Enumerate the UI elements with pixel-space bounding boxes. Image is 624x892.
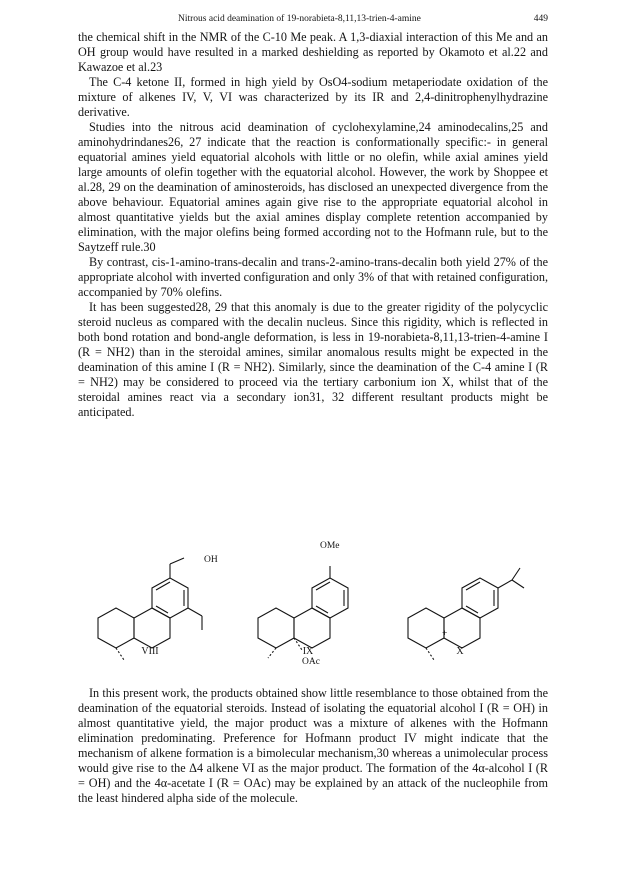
ring-c-aromatic [152,578,188,618]
structure-ix [258,566,348,658]
cation-label: + [442,629,448,639]
chemical-structures-figure [78,540,548,670]
paragraph-6: In this present work, the products obtained show little resemblance to those obtained from the deamination of the equatorial steroids. Instead of isolating the equatorial alcohol I (R = OH) in almost quantitative yield, the major product was a mixture of alkenes with the Hofmann elimination predominating. Preference for Hofmann product IV might indicate that the mechanism of alkene formation is a bimolecular mechanism,30 whereas a unimolecular process would give rise to the Δ4 alkene VI as the major product. The formation of the 4α-alcohol I (R = OH) and the 4α-acetate I (R = OAc) may be explained by an attack of the nucleophile from the least hindered alpha side of the molecule. [78,686,548,805]
page-number: 449 [533,14,548,24]
paragraph-5: It has been suggested28, 29 that this anomaly is due to the greater rigidity of the polycyclic steroid nucleus as compared with the decalin nucleus. Since this rigidity, which is reflected in both bond rotation and bond-angle deformation, is less in 19-norabieta-8,11,13-trien-4-amine I (R = NH2) than in the steroidal amines, similar anomalous results might be expected in the deamination of this amine I (R = NH2). Similarly, since the deamination of the C-4 amine I (R = NH2) may be considered to proceed via the tertiary carbonium ion X, whilst that of the steroidal amines react via a secondary ion31, 32 different resultant products might be anticipated. [78,300,548,419]
paragraph-4: By contrast, cis-1-amino-trans-decalin and trans-2-amino-trans-decalin both yield 27% of the appropriate alcohol with inverted configuration and only 3% of that with retained configuration, accompanied by 70% olefins. [78,255,548,299]
oac-label: OAc [302,657,320,667]
paragraph-2: The C-4 ketone II, formed in high yield by OsO4-sodium metaperiodate oxidation of the mixture of alkenes IV, V, VI was characterized by its IR and 2,4-dinitrophenylhydrazine derivative. [78,75,548,119]
running-title: Nitrous acid deamination of 19-norabieta-8,11,13-trien-4-amine [178,14,421,24]
label-x: X [456,646,464,657]
running-header [78,14,548,28]
paragraph-1: the chemical shift in the NMR of the C-10 Me peak. A 1,3-diaxial interaction of this Me and an OH group would have resulted in a marked deshielding as reported by Okamoto et al.22 and Kawazoe et al.23 [78,30,548,74]
ring-b [134,608,170,648]
ring-a [98,608,134,648]
ome-label: OMe [320,541,340,551]
paragraph-3: Studies into the nitrous acid deamination of cyclohexylamine,24 aminodecalins,25 and aminohydrindanes26, 27 indicate that the reaction is conformationally specific:- in general equatorial amines yield equatorial alcohols with little or no olefin, while axial amines yield large amounts of olefin together with the equatorial alcohol. However, the work by Shoppee et al.28, 29 on the deamination of aminosteroids, has disclosed an unexpected divergence from the above behaviour. Equatorial amines again give rise to the appropriate equatorial alcohol in almost quantitative yields but the axial amines display complete retention accompanied by elimination, with the major olefins being formed according not to the Hofmann rule, but to the Saytzeff rule.30 [78,120,548,254]
oh-label: OH [204,555,218,565]
label-ix: IX [302,646,314,657]
main-text-bottom [78,686,548,806]
main-text-top [78,30,548,420]
label-viii: VIII [141,646,159,657]
structure-viii [98,558,202,660]
